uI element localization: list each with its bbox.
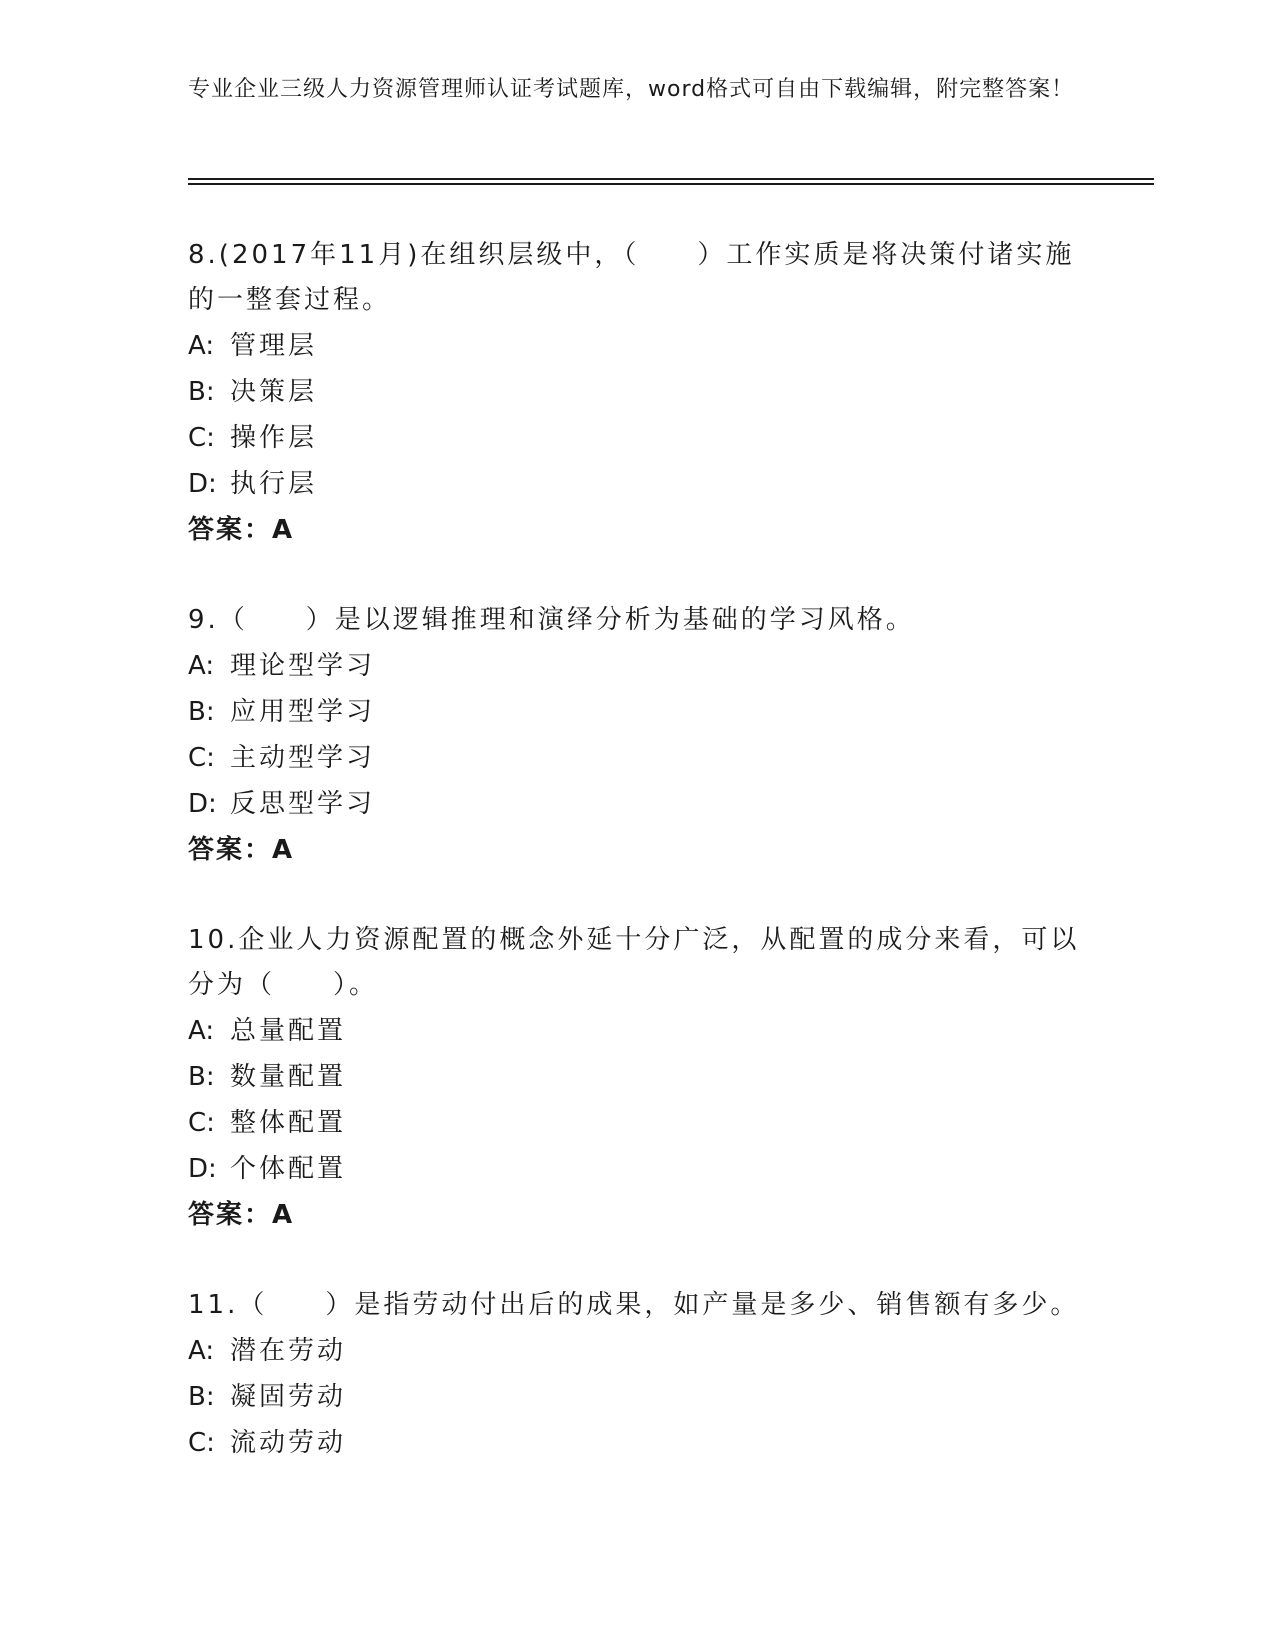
option-text: 决策层 (230, 377, 318, 407)
option-letter: C: (188, 1108, 215, 1138)
question-text: 8.(2017年11月)在组织层级中，（ ）工作实质是将决策付诸实施的一整套过程。 (188, 240, 1075, 315)
option-letter: A: (188, 1016, 215, 1046)
option-text: 理论型学习 (230, 651, 376, 681)
option-text: 管理层 (230, 331, 318, 361)
option-d (188, 781, 1088, 827)
question-8 (188, 233, 1088, 553)
option-text: 反思型学习 (230, 789, 376, 819)
option-d (188, 1146, 1088, 1192)
option-letter: C: (188, 743, 215, 773)
question-text: 9.（ ）是以逻辑推理和演绎分析为基础的学习风格。 (188, 605, 915, 635)
option-b (188, 369, 1088, 415)
option-letter: B: (188, 697, 215, 727)
option-letter: D: (188, 469, 217, 499)
question-list (188, 233, 1088, 1511)
option-letter: A: (188, 331, 215, 361)
option-text: 数量配置 (230, 1062, 347, 1092)
option-letter: A: (188, 1336, 215, 1366)
option-a (188, 643, 1088, 689)
option-c (188, 1100, 1088, 1146)
option-text: 应用型学习 (230, 697, 376, 727)
option-letter: B: (188, 377, 215, 407)
header-divider-top (188, 178, 1154, 180)
option-letter: A: (188, 651, 215, 681)
option-d (188, 461, 1088, 507)
option-letter: B: (188, 1382, 215, 1412)
question-11 (188, 1283, 1088, 1466)
option-c (188, 415, 1088, 461)
option-b (188, 1374, 1088, 1420)
option-a (188, 1008, 1088, 1054)
question-9 (188, 598, 1088, 873)
header-divider-bottom (188, 183, 1154, 185)
answer-label: 答案：A (188, 835, 295, 865)
option-text: 凝固劳动 (230, 1382, 347, 1412)
option-letter: D: (188, 1154, 217, 1184)
question-text: 11.（ ）是指劳动付出后的成果，如产量是多少、销售额有多少。 (188, 1290, 1080, 1320)
option-b (188, 689, 1088, 735)
answer-label: 答案：A (188, 515, 295, 545)
option-c (188, 735, 1088, 781)
question-text: 10.企业人力资源配置的概念外延十分广泛，从配置的成分来看，可以分为（ ）。 (188, 925, 1080, 1000)
option-text: 潜在劳动 (230, 1336, 347, 1366)
option-letter: C: (188, 423, 215, 453)
option-letter: B: (188, 1062, 215, 1092)
option-text: 总量配置 (230, 1016, 347, 1046)
option-text: 流动劳动 (230, 1428, 347, 1458)
option-text: 整体配置 (230, 1108, 347, 1138)
question-10 (188, 918, 1088, 1238)
option-text: 主动型学习 (230, 743, 376, 773)
option-text: 个体配置 (230, 1154, 347, 1184)
document-header: 专业企业三级人力资源管理师认证考试题库，word格式可自由下载编辑，附完整答案！ (188, 77, 1075, 102)
answer-label: 答案：A (188, 1200, 295, 1230)
option-a (188, 1328, 1088, 1374)
option-letter: D: (188, 789, 217, 819)
option-text: 执行层 (230, 469, 318, 499)
option-a (188, 323, 1088, 369)
option-b (188, 1054, 1088, 1100)
option-letter: C: (188, 1428, 215, 1458)
option-c (188, 1420, 1088, 1466)
option-text: 操作层 (230, 423, 318, 453)
